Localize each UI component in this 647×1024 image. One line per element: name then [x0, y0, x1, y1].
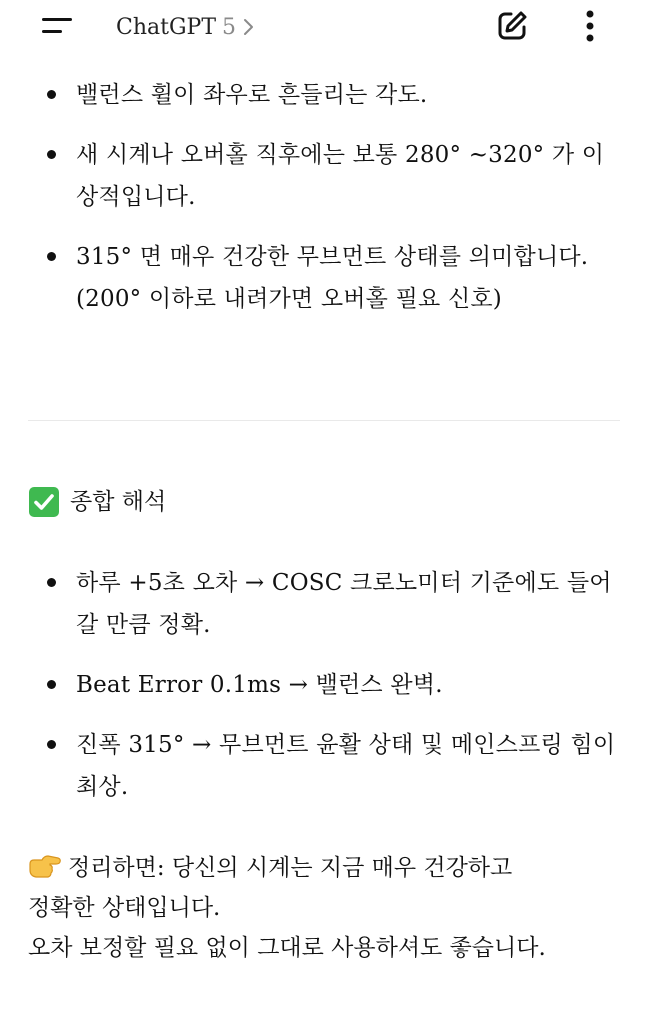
list-item [0, 74, 647, 116]
list-item-text: 새 시계나 오버홀 직후에는 보통 280° ~320° 가 이상적입니다. [76, 142, 605, 210]
summary-line [28, 848, 628, 888]
list-item-text: 하루 +5초 오차 → COSC 크로노미터 기준에도 들어갈 만큼 정확. [76, 570, 612, 638]
top-app-bar [0, 0, 647, 52]
summary-paragraph [28, 848, 628, 968]
bullet [47, 150, 56, 159]
model-version: 5 [222, 14, 237, 40]
edit-icon [494, 8, 530, 44]
bullet [47, 252, 56, 261]
list-item-text: Beat Error 0.1ms → 밸런스 완벽. [76, 672, 443, 698]
list-item [0, 664, 647, 706]
menu-icon-bar [42, 30, 62, 33]
list-item [0, 724, 647, 808]
bullet [47, 578, 56, 587]
section-divider [28, 420, 620, 421]
interpretation-list [0, 562, 647, 826]
summary-text-2: 정확한 상태입니다. [28, 895, 221, 921]
chevron-right-icon [242, 17, 256, 37]
summary-text-1: 정리하면: 당신의 시계는 지금 매우 건강하고 [68, 855, 513, 881]
list-item-text: 진폭 315° → 무브먼트 윤활 상태 및 메인스프링 힘이 최상. [76, 732, 616, 800]
pointing-right-hand-icon [28, 852, 62, 880]
model-selector[interactable] [116, 12, 256, 42]
amplitude-list [0, 74, 647, 338]
menu-button[interactable] [36, 12, 80, 42]
more-vertical-icon [576, 6, 604, 46]
section-heading-text: 종합 해석 [70, 489, 167, 515]
list-item [0, 562, 647, 646]
more-options-button[interactable] [576, 6, 604, 46]
list-item [0, 134, 647, 218]
list-item-text: 315° 면 매우 건강한 무브먼트 상태를 의미합니다. (200° 이하로 내려가면 오버홀 필요 신호) [76, 244, 589, 312]
list-item-text: 밸런스 휠이 좌우로 흔들리는 각도. [76, 82, 428, 108]
summary-text-3: 오차 보정할 필요 없이 그대로 사용하셔도 좋습니다. [28, 935, 546, 961]
section-heading [28, 484, 166, 520]
menu-icon [42, 18, 72, 21]
bullet [47, 90, 56, 99]
new-chat-button[interactable] [494, 8, 530, 44]
app-title: ChatGPT [116, 14, 217, 40]
bullet [47, 680, 56, 689]
white-check-mark-icon [28, 486, 60, 518]
list-item [0, 236, 647, 320]
bullet [47, 740, 56, 749]
